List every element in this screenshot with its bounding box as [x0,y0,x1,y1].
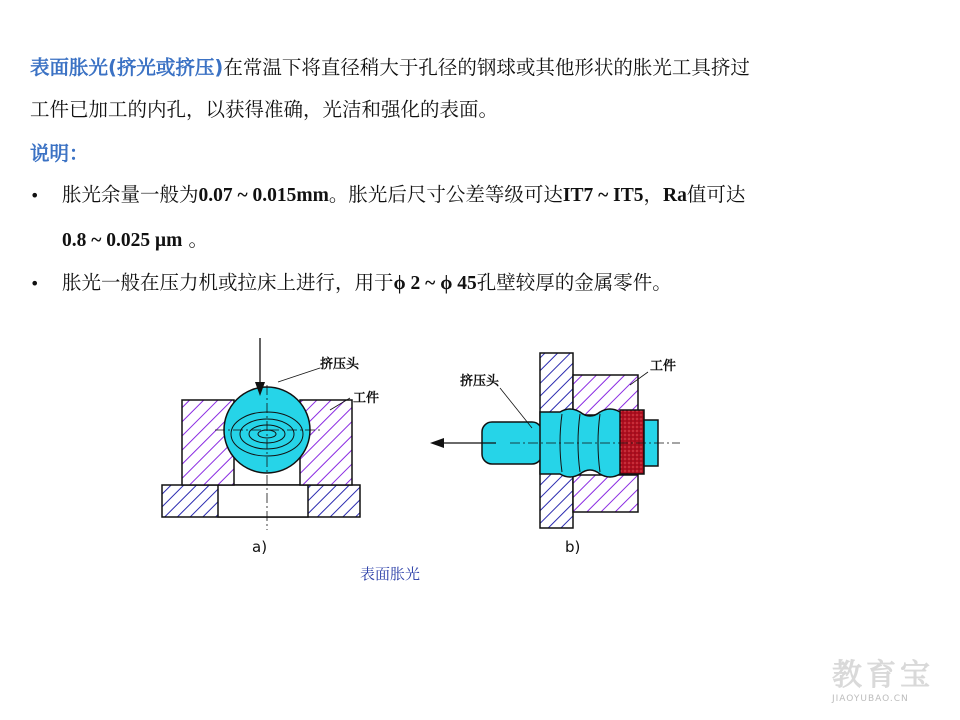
bullet-1-value-ra: Ra [663,185,687,206]
figure-caption: 表面胀光 [360,565,421,583]
bullet-1-line-2 [62,228,208,253]
watermark [832,650,934,704]
figure-a [162,338,379,556]
intro-line-1-rest: 在常温下将直径稍大于孔径的钢球或其他形状的胀光工具挤过 [223,56,750,79]
bullet-1-value-grade: IT7 ~ IT5 [562,185,644,206]
fig-a-caption: a) [252,538,268,556]
bullet-2-text-b: 孔壁较厚的金属零件。 [476,271,672,294]
bullet-2-line-1 [62,271,672,296]
bullet-1-value-allowance: 0.07 ~ 0.015mm [198,185,329,206]
bullet-2-value-diameter: ϕ 2 ~ ϕ 45 [393,273,477,294]
fig-b-roller [620,410,644,474]
bullet-1-text-b: 。胀光后尺寸公差等级可达 [328,183,563,206]
watermark-logo-text: 教育宝 [832,658,934,693]
bullet-1-line-1 [62,183,745,208]
note-heading: 说明： [30,142,89,165]
bullet-marker-1: • [30,186,40,205]
fig-b-workpiece-bottom [573,475,638,512]
burnishing-figure [160,330,700,590]
watermark-url: JIAOYUBAO.CN [832,694,909,704]
intro-line-2: 工件已加工的内孔，以获得准确，光洁和强化的表面。 [30,98,499,121]
fig-b-work-label: 工件 [650,359,677,374]
bullet-1-text-d: 值可达 [686,183,746,206]
fig-a-tool-label: 挤压头 [320,357,360,372]
bullet-marker-2: • [30,274,40,293]
fig-a-tool-leader [278,368,320,382]
intro-term: 表面胀光(挤光或挤压) [30,56,224,79]
bullet-1-text-end: 。 [182,228,209,251]
figure-b [430,353,680,556]
bullet-1-text-a: 胀光余量一般为 [62,183,199,206]
fig-b-tool-label: 挤压头 [460,374,500,389]
bullet-2-text-a: 胀光一般在压力机或拉床上进行，用于 [62,271,394,294]
fig-b-caption: b) [565,538,581,556]
intro-line-1 [30,56,750,80]
bullet-1-value-roughness: 0.8 ~ 0.025 μm [62,230,183,251]
fig-a-work-label: 工件 [353,391,380,406]
fig-a-base-opening [218,485,308,517]
fig-b-motion-arrowhead [430,438,444,448]
bullet-1-text-c: ， [643,183,664,206]
